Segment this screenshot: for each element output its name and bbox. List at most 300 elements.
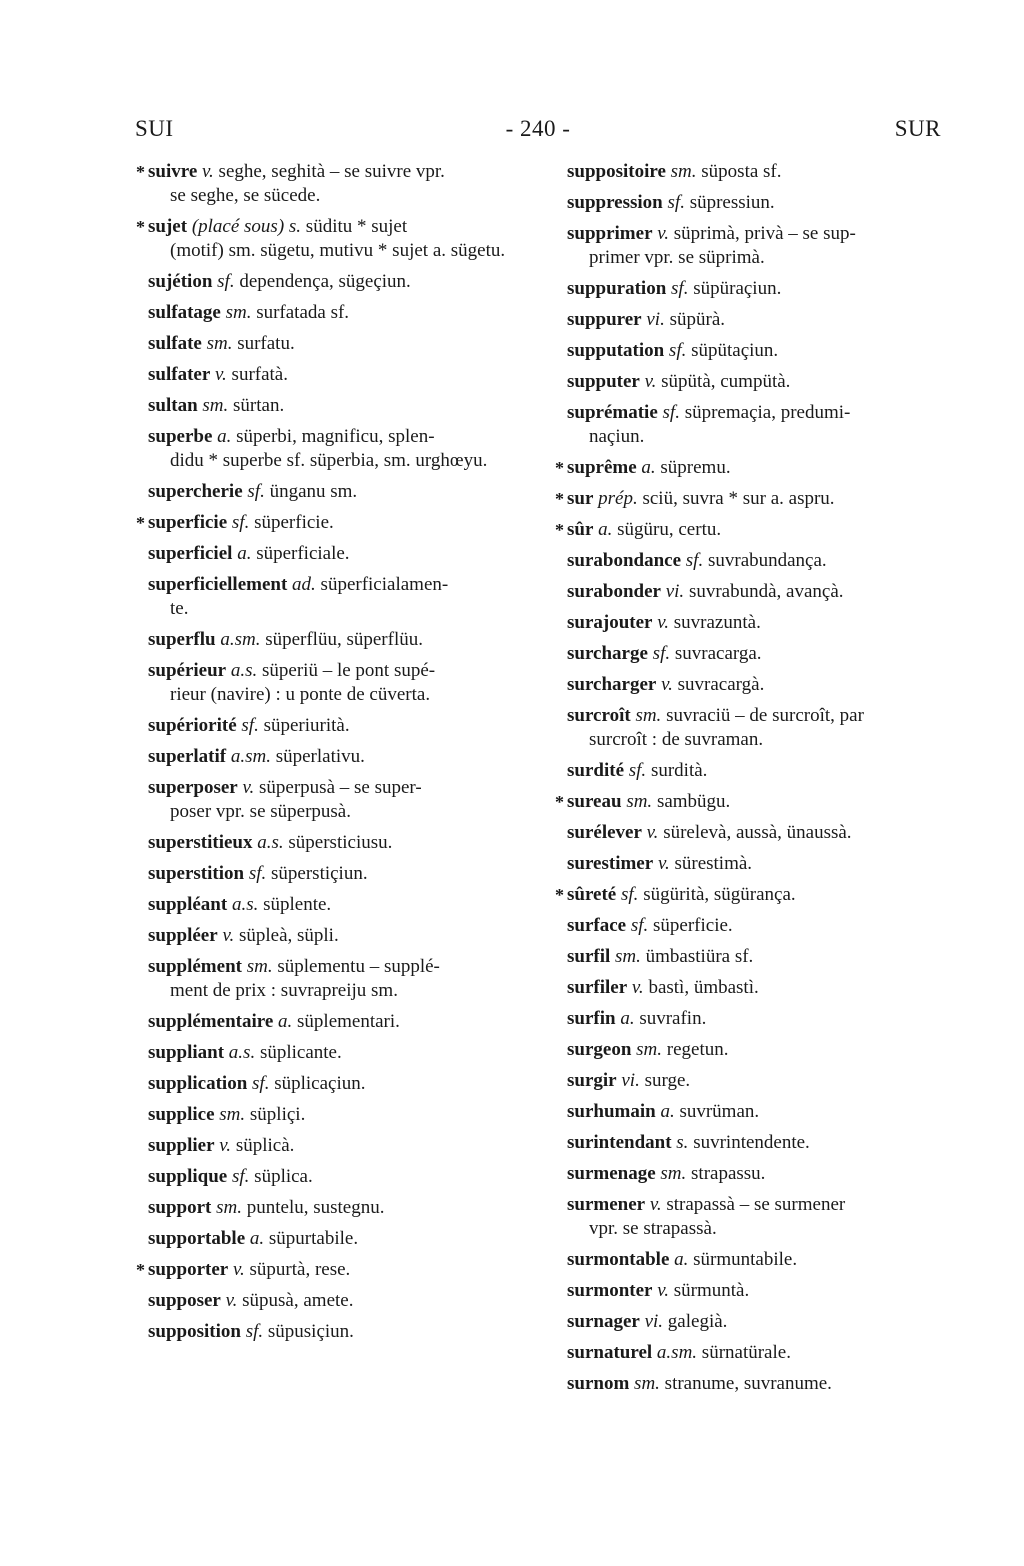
dictionary-entry — [136, 511, 518, 535]
headword: suppuration — [567, 278, 667, 299]
left-column — [136, 160, 518, 1351]
grammatical-category: sm. — [670, 161, 697, 182]
translation: dependença, sügeçiun. — [239, 271, 411, 292]
dictionary-entry — [148, 573, 518, 621]
translation: suvracarga. — [674, 643, 762, 664]
translation-continuation: naçiun. — [589, 426, 645, 447]
translation: süperficialamen- — [320, 574, 449, 595]
headword: surcharge — [567, 643, 648, 664]
headword: surmenage — [567, 1163, 656, 1184]
dictionary-entry — [567, 945, 945, 969]
dictionary-entry — [136, 215, 518, 263]
translation: süperstiçiun. — [271, 863, 368, 884]
headword: support — [148, 1197, 212, 1218]
headword: superficiellement — [148, 574, 288, 595]
grammatical-category: ad. — [292, 574, 316, 595]
dictionary-entry — [136, 160, 518, 208]
dictionary-entry — [567, 1248, 945, 1272]
translation: süperficie. — [254, 512, 334, 533]
headword: supplément — [148, 956, 242, 977]
grammatical-category: v. — [657, 612, 670, 633]
translation: süprimà, privà – se sup- — [673, 223, 856, 244]
dictionary-entry — [567, 642, 945, 666]
headword: supercherie — [148, 481, 243, 502]
translation: süplente. — [263, 894, 332, 915]
translation: süplicante. — [259, 1042, 342, 1063]
headword: superficiel — [148, 543, 233, 564]
grammatical-category: v. — [657, 853, 670, 874]
translation: stranume, suvranume. — [664, 1373, 832, 1394]
dictionary-entry — [148, 955, 518, 1003]
dictionary-entry — [567, 1100, 945, 1124]
headword: surcroît — [567, 705, 631, 726]
translation: surfatu. — [237, 333, 295, 354]
headword: superlatif — [148, 746, 227, 767]
translation: süpleà, süpli. — [238, 925, 339, 946]
headword: surface — [567, 915, 627, 936]
headword: surestimer — [567, 853, 654, 874]
headword: superposer — [148, 777, 238, 798]
translation: süposta sf. — [701, 161, 782, 182]
headword: suprême — [567, 457, 637, 478]
grammatical-category: v. — [644, 371, 657, 392]
translation: süperpusà – se super- — [259, 777, 422, 798]
translation: süplicaçiun. — [274, 1073, 366, 1094]
grammatical-category: a.s. — [231, 894, 259, 915]
grammatical-category: sm. — [202, 395, 229, 416]
dictionary-entry — [567, 1162, 945, 1186]
translation: süperflüu, süperflüu. — [265, 629, 423, 650]
headword: supplice — [148, 1104, 215, 1125]
headword: sulfatage — [148, 302, 221, 323]
header-left-guideword: SUI — [135, 116, 174, 141]
dictionary-entry — [148, 776, 518, 824]
headword: sur — [567, 488, 594, 509]
headword: suppléer — [148, 925, 218, 946]
translation: ümbastiüra sf. — [645, 946, 754, 967]
dictionary-entry — [567, 673, 945, 697]
dictionary-entry — [567, 277, 945, 301]
translation-continuation: (motif) sm. sügetu, mutivu * sujet a. sügetu. — [170, 240, 506, 261]
headword: surnom — [567, 1373, 630, 1394]
dictionary-entry — [148, 363, 518, 387]
dictionary-entry — [567, 1193, 945, 1241]
headword: superficie — [148, 512, 228, 533]
dictionary-entry — [148, 480, 518, 504]
right-column — [555, 160, 945, 1403]
grammatical-category: a. — [598, 519, 613, 540]
dictionary-entry — [567, 401, 945, 449]
headword: surfin — [567, 1008, 616, 1029]
dictionary-entry — [148, 1103, 518, 1127]
dictionary-entry — [148, 1227, 518, 1251]
dictionary-entry — [567, 370, 945, 394]
dictionary-entry — [555, 456, 945, 480]
translation: suvrafin. — [639, 1008, 707, 1029]
dictionary-entry — [567, 160, 945, 184]
grammatical-category: v. — [649, 1194, 662, 1215]
dictionary-entry — [567, 976, 945, 1000]
translation: süplicà. — [235, 1135, 295, 1156]
dictionary-entry — [148, 1165, 518, 1189]
grammatical-category: a. — [641, 457, 656, 478]
grammatical-category: sm. — [216, 1197, 242, 1218]
headword: surajouter — [567, 612, 653, 633]
headword: sultan — [148, 395, 198, 416]
headword: sulfater — [148, 364, 211, 385]
headword: suivre — [148, 161, 198, 182]
entry-star-marker: * — [555, 792, 564, 812]
grammatical-category: a. — [217, 426, 232, 447]
translation-continuation: didu * superbe sf. süperbia, sm. urghœyu. — [170, 450, 488, 471]
dictionary-entry — [148, 394, 518, 418]
translation: süperlativu. — [275, 746, 365, 767]
headword: sujet — [148, 216, 188, 237]
translation: sambügu. — [656, 791, 731, 812]
grammatical-category: a. — [660, 1101, 675, 1122]
grammatical-category: sm. — [635, 705, 662, 726]
headword: supprimer — [567, 223, 653, 244]
dictionary-entry — [567, 1341, 945, 1365]
translation: süpliçi. — [249, 1104, 306, 1125]
headword: sûr — [567, 519, 594, 540]
headword: surmonter — [567, 1280, 653, 1301]
dictionary-entry — [148, 542, 518, 566]
grammatical-category: vi. — [665, 581, 685, 602]
grammatical-category: a.sm. — [220, 629, 261, 650]
translation-continuation: se seghe, se sücede. — [170, 185, 321, 206]
translation: süplementu – supplé- — [277, 956, 440, 977]
dictionary-entry — [567, 339, 945, 363]
page-number: - 240 - — [505, 116, 571, 141]
dictionary-entry — [148, 425, 518, 473]
grammatical-category: v. — [661, 674, 673, 695]
dictionary-entry — [148, 1196, 518, 1220]
translation: süpressiun. — [689, 192, 775, 213]
translation: süpusiçiun. — [267, 1321, 354, 1342]
grammatical-category: v. — [232, 1259, 245, 1280]
translation: süpremaçia, predumi- — [684, 402, 851, 423]
grammatical-category: sm. — [206, 333, 233, 354]
grammatical-category: sf. — [630, 915, 649, 936]
translation-continuation: rieur (navire) : u ponte de cüverta. — [170, 684, 431, 705]
entry-star-marker: * — [555, 885, 564, 905]
grammatical-category: sm. — [660, 1163, 687, 1184]
dictionary-entry — [567, 222, 945, 270]
grammatical-category: a.s. — [230, 660, 258, 681]
headword: surfiler — [567, 977, 628, 998]
headword: surabondance — [567, 550, 682, 571]
grammatical-category: sf. — [245, 1321, 264, 1342]
grammatical-category: v. — [631, 977, 644, 998]
translation: süperficiale. — [256, 543, 350, 564]
grammatical-category: sm. — [615, 946, 641, 967]
translation-continuation: primer vpr. se süprimà. — [589, 247, 765, 268]
grammatical-category: v. — [242, 777, 255, 798]
grammatical-category: sf. — [652, 643, 671, 664]
entry-star-marker: * — [136, 217, 145, 237]
entry-star-marker: * — [555, 489, 564, 509]
grammatical-category: a.sm. — [230, 746, 271, 767]
dictionary-entry — [148, 714, 518, 738]
translation: suvrabundança. — [707, 550, 827, 571]
dictionary-entry — [567, 549, 945, 573]
dictionary-entry — [148, 1010, 518, 1034]
grammatical-category: a.s. — [228, 1042, 256, 1063]
headword: surnaturel — [567, 1342, 653, 1363]
translation: suvrintendente. — [693, 1132, 810, 1153]
translation-continuation: vpr. se strapassà. — [589, 1218, 717, 1239]
grammatical-category: vi. — [621, 1070, 640, 1091]
dictionary-entry — [555, 883, 945, 907]
headword: surnager — [567, 1311, 640, 1332]
dictionary-entry — [567, 852, 945, 876]
grammatical-category: sf. — [241, 715, 259, 736]
grammatical-category: v. — [222, 925, 235, 946]
dictionary-entry — [567, 1069, 945, 1093]
headword: supputation — [567, 340, 665, 361]
translation: seghe, seghità – se suivre vpr. — [218, 161, 445, 182]
translation: sürmuntabile. — [693, 1249, 798, 1270]
header-right-guideword: SUR — [894, 116, 941, 141]
dictionary-entry — [567, 611, 945, 635]
translation: süpersticiusu. — [288, 832, 393, 853]
grammatical-category: v. — [215, 364, 227, 385]
translation: sürestimà. — [674, 853, 753, 874]
headword: surélever — [567, 822, 642, 843]
headword: suppositoire — [567, 161, 666, 182]
translation: süpüraçiun. — [693, 278, 782, 299]
translation: süpütaçiun. — [691, 340, 779, 361]
dictionary-entry — [567, 704, 945, 752]
grammatical-category: v. — [657, 1280, 670, 1301]
grammatical-category: v. — [225, 1290, 238, 1311]
headword: surmontable — [567, 1249, 670, 1270]
translation: sürnatürale. — [701, 1342, 791, 1363]
translation-continuation: surcroît : de suvraman. — [589, 729, 764, 750]
dictionary-entry — [567, 1279, 945, 1303]
translation: puntelu, sustegnu. — [246, 1197, 385, 1218]
grammatical-category: sm. — [219, 1104, 246, 1125]
headword: surgeon — [567, 1039, 632, 1060]
dictionary-entry — [555, 790, 945, 814]
grammatical-category: sf. — [231, 512, 250, 533]
translation: süpütà, cumpütà. — [661, 371, 791, 392]
grammatical-category: sf. — [247, 481, 265, 502]
entry-star-marker: * — [136, 162, 145, 182]
dictionary-entry — [148, 1072, 518, 1096]
entry-star-marker: * — [555, 520, 564, 540]
dictionary-entry — [148, 659, 518, 707]
translation-continuation: poser vpr. se süperpusà. — [170, 801, 351, 822]
grammatical-category: v. — [202, 161, 214, 182]
grammatical-category: a. — [674, 1249, 689, 1270]
translation: sürtan. — [233, 395, 285, 416]
headword: surmener — [567, 1194, 646, 1215]
grammatical-category: sf. — [668, 340, 687, 361]
grammatical-category: vi. — [646, 309, 665, 330]
dictionary-entry — [148, 270, 518, 294]
translation: suvrüman. — [679, 1101, 760, 1122]
dictionary-entry — [148, 301, 518, 325]
grammatical-category: sm. — [634, 1373, 660, 1394]
translation: süpurtà, rese. — [249, 1259, 351, 1280]
grammatical-category: prép. — [598, 488, 638, 509]
headword: suprématie — [567, 402, 658, 423]
translation: bastì, ümbastì. — [648, 977, 759, 998]
grammatical-category: sf. — [667, 192, 685, 213]
translation: strapassu. — [691, 1163, 766, 1184]
dictionary-entry — [567, 191, 945, 215]
translation-continuation: ment de prix : suvrapreiju sm. — [170, 980, 398, 1001]
headword: supplication — [148, 1073, 248, 1094]
translation-continuation: te. — [170, 598, 189, 619]
headword: surhumain — [567, 1101, 656, 1122]
dictionary-entry — [567, 1131, 945, 1155]
grammatical-category: a.s. — [257, 832, 284, 853]
grammatical-category: sf. — [231, 1166, 250, 1187]
headword: suppléant — [148, 894, 228, 915]
dictionary-entry — [567, 914, 945, 938]
grammatical-category: sf. — [628, 760, 647, 781]
translation: ünganu sm. — [269, 481, 358, 502]
grammatical-category: a.sm. — [656, 1342, 698, 1363]
translation: surfatada sf. — [256, 302, 350, 323]
dictionary-entry — [148, 745, 518, 769]
translation: regetun. — [666, 1039, 729, 1060]
dictionary-entry — [567, 580, 945, 604]
entry-star-marker: * — [136, 513, 145, 533]
translation: süplementari. — [297, 1011, 400, 1032]
headword: supposer — [148, 1290, 221, 1311]
headword: supputer — [567, 371, 640, 392]
headword: supplier — [148, 1135, 215, 1156]
headword: surgir — [567, 1070, 617, 1091]
headword: supplique — [148, 1166, 228, 1187]
translation: süpürà. — [669, 309, 725, 330]
dictionary-entry — [148, 924, 518, 948]
translation: suvracargà. — [677, 674, 765, 695]
dictionary-entry — [567, 821, 945, 845]
dictionary-entry — [567, 1310, 945, 1334]
translation: galegià. — [667, 1311, 728, 1332]
translation: sügüru, certu. — [617, 519, 722, 540]
running-header — [135, 116, 941, 150]
translation: süpurtabile. — [268, 1228, 359, 1249]
dictionary-entry — [148, 1320, 518, 1344]
dictionary-entry — [567, 1038, 945, 1062]
headword: supplémentaire — [148, 1011, 274, 1032]
grammatical-category: sm. — [225, 302, 252, 323]
translation: surge. — [644, 1070, 691, 1091]
headword: supposition — [148, 1321, 241, 1342]
dictionary-entry — [148, 628, 518, 652]
dictionary-entry — [567, 1007, 945, 1031]
headword: supérieur — [148, 660, 227, 681]
grammatical-category: s. — [676, 1132, 689, 1153]
dictionary-entry — [567, 1372, 945, 1396]
dictionary-entry — [148, 332, 518, 356]
headword: supportable — [148, 1228, 246, 1249]
headword: sujétion — [148, 271, 213, 292]
translation: strapassà – se surmener — [666, 1194, 846, 1215]
grammatical-category: a. — [278, 1011, 293, 1032]
grammatical-category: (placé sous) s. — [191, 216, 302, 237]
grammatical-category: a. — [249, 1228, 265, 1249]
grammatical-category: sf. — [217, 271, 235, 292]
dictionary-entry — [148, 831, 518, 855]
translation: surfatà. — [231, 364, 288, 385]
translation: süplica. — [254, 1166, 313, 1187]
grammatical-category: sm. — [246, 956, 273, 977]
translation: surdità. — [650, 760, 708, 781]
dictionary-entry — [567, 308, 945, 332]
dictionary-entry — [148, 1041, 518, 1065]
grammatical-category: sm. — [626, 791, 653, 812]
translation: süperficie. — [653, 915, 733, 936]
headword: suppliant — [148, 1042, 225, 1063]
entry-star-marker: * — [136, 1260, 145, 1280]
headword: surintendant — [567, 1132, 672, 1153]
translation: sürelevà, aussà, ünaussà. — [663, 822, 852, 843]
dictionary-entry — [148, 1289, 518, 1313]
headword: surdité — [567, 760, 624, 781]
dictionary-entry — [555, 487, 945, 511]
dictionary-entry — [567, 759, 945, 783]
headword: sulfate — [148, 333, 202, 354]
grammatical-category: sf. — [252, 1073, 270, 1094]
grammatical-category: a. — [620, 1008, 635, 1029]
translation: suvraciü – de surcroît, par — [666, 705, 864, 726]
headword: surcharger — [567, 674, 657, 695]
grammatical-category: v. — [219, 1135, 232, 1156]
translation: sürmuntà. — [673, 1280, 750, 1301]
headword: supporter — [148, 1259, 229, 1280]
dictionary-entry — [555, 518, 945, 542]
entry-star-marker: * — [555, 458, 564, 478]
grammatical-category: a. — [237, 543, 252, 564]
headword: superbe — [148, 426, 213, 447]
headword: suppurer — [567, 309, 642, 330]
translation: sciü, suvra * sur a. aspru. — [642, 488, 835, 509]
headword: surabonder — [567, 581, 661, 602]
dictionary-entry — [136, 1258, 518, 1282]
headword: sûreté — [567, 884, 617, 905]
translation: suvrazuntà. — [673, 612, 761, 633]
headword: superstitieux — [148, 832, 253, 853]
grammatical-category: v. — [657, 223, 670, 244]
headword: sureau — [567, 791, 622, 812]
grammatical-category: sm. — [636, 1039, 663, 1060]
translation: sügürità, sügürança. — [643, 884, 796, 905]
grammatical-category: sf. — [621, 884, 639, 905]
headword: suppression — [567, 192, 663, 213]
translation: süperbi, magnificu, splen- — [236, 426, 435, 447]
dictionary-entry — [148, 862, 518, 886]
dictionary-entry — [148, 1134, 518, 1158]
grammatical-category: sf. — [685, 550, 704, 571]
grammatical-category: sf. — [248, 863, 267, 884]
grammatical-category: v. — [646, 822, 659, 843]
headword: surfil — [567, 946, 611, 967]
headword: superstition — [148, 863, 245, 884]
translation: süperiü – le pont supé- — [262, 660, 436, 681]
grammatical-category: vi. — [644, 1311, 664, 1332]
grammatical-category: sf. — [671, 278, 689, 299]
translation: süperiurità. — [263, 715, 350, 736]
headword: superflu — [148, 629, 216, 650]
translation: suvrabundà, avançà. — [688, 581, 844, 602]
